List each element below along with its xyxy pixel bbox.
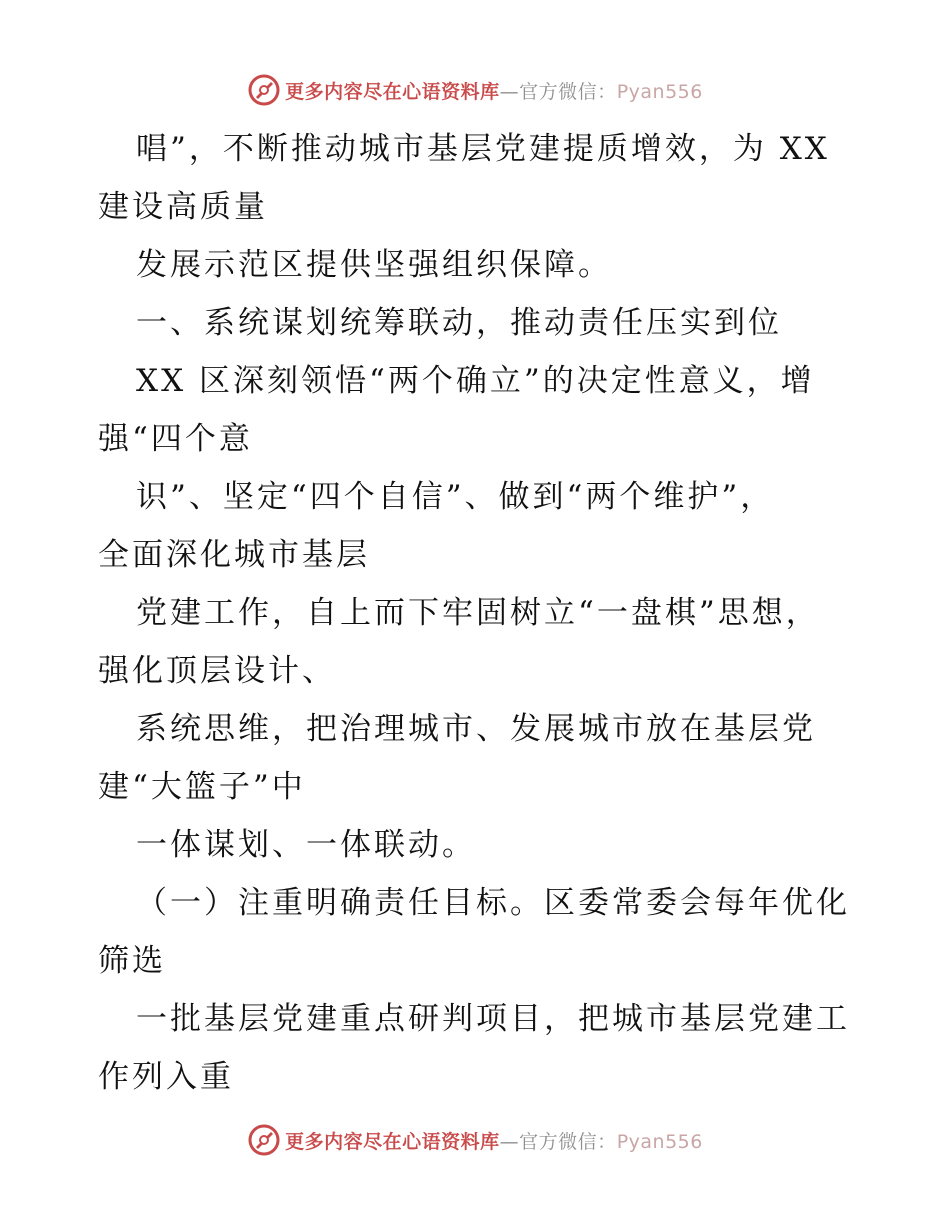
header-banner-tail: 官方微信： xyxy=(519,80,617,103)
header-watermark-banner xyxy=(0,68,950,112)
footer-watermark-banner xyxy=(0,1118,950,1162)
body-line: 筛选 xyxy=(98,943,166,979)
subsection-heading: （一）注重明确责任目标。区委常委会每年优化 xyxy=(136,885,850,921)
footer-banner-wechat-id: Pyan556 xyxy=(616,1130,703,1153)
body-line: 一体谋划、一体联动。 xyxy=(136,827,476,863)
body-line: 唱”，不断推动城市基层党建提质增效，为 XX xyxy=(136,131,830,167)
document-body xyxy=(98,120,878,1106)
body-line: 全面深化城市基层 xyxy=(98,537,370,573)
section-heading: 一、系统谋划统筹联动，推动责任压实到位 xyxy=(136,305,782,341)
footer-banner-sep: — xyxy=(499,1130,520,1153)
body-line: 建设高质量 xyxy=(98,189,268,225)
body-line: 建“大篮子”中 xyxy=(98,769,306,805)
header-banner-text xyxy=(285,77,703,104)
body-line: 一批基层党建重点研判项目，把城市基层党建工 xyxy=(136,1001,850,1037)
header-banner-sep: — xyxy=(499,80,520,103)
footer-banner-tail: 官方微信： xyxy=(519,1130,617,1153)
body-line: XX 区深刻领悟“两个确立”的决定性意义，增 xyxy=(136,363,815,399)
body-line: 作列入重 xyxy=(98,1059,234,1095)
body-line: 强化顶层设计、 xyxy=(98,653,336,689)
body-line: 强“四个意 xyxy=(98,421,253,457)
footer-banner-text xyxy=(285,1127,703,1154)
body-line: 系统思维，把治理城市、发展城市放在基层党 xyxy=(136,711,816,747)
header-banner-wechat-id: Pyan556 xyxy=(616,80,703,103)
logo-icon xyxy=(247,1123,281,1157)
header-banner-main: 更多内容尽在心语资料库 xyxy=(285,80,500,103)
logo-icon xyxy=(247,73,281,107)
footer-banner-main: 更多内容尽在心语资料库 xyxy=(285,1130,500,1153)
body-line: 党建工作，自上而下牢固树立“一盘棋”思想， xyxy=(136,595,820,631)
body-line: 发展示范区提供坚强组织保障。 xyxy=(136,247,612,283)
body-line: 识”、坚定“四个自信”、做到“两个维护”， xyxy=(136,479,775,515)
